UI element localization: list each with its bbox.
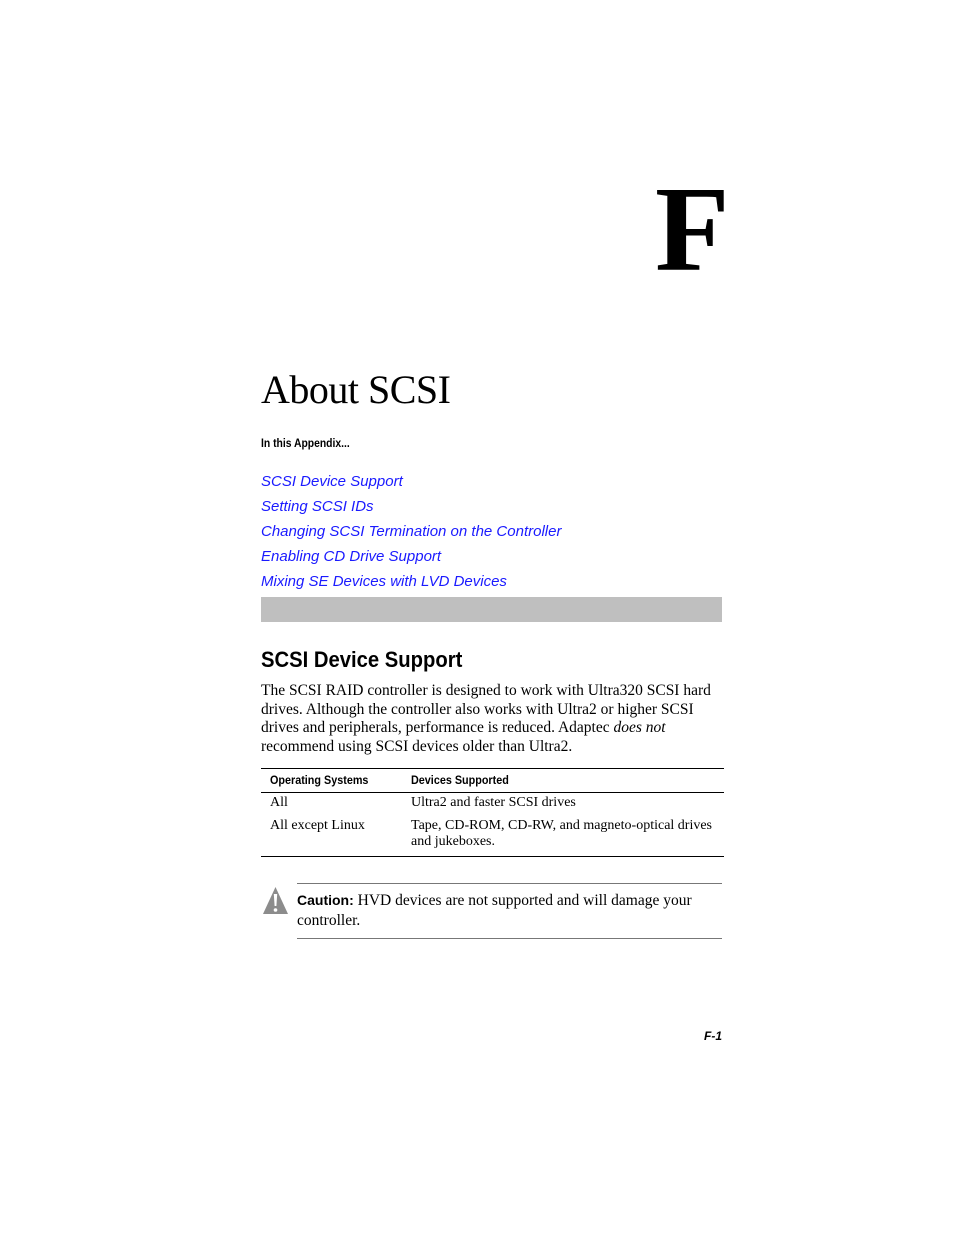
section-heading: SCSI Device Support xyxy=(261,647,463,672)
table-row xyxy=(261,816,724,857)
section-divider-band xyxy=(261,597,722,622)
section-paragraph xyxy=(261,682,726,756)
paragraph-text-end: recommend using SCSI devices older than Ultra2. xyxy=(261,737,573,755)
appendix-contents-label: In this Appendix... xyxy=(261,438,350,450)
toc-link-changing-scsi-termination[interactable]: Changing SCSI Termination on the Controller xyxy=(261,523,562,540)
table-cell-os: All xyxy=(270,795,288,810)
caution-message: HVD devices are not supported and will damage your controller. xyxy=(297,892,692,929)
paragraph-emphasis: does not xyxy=(613,719,666,737)
table-row xyxy=(261,793,724,817)
chapter-letter: F xyxy=(655,162,730,297)
caution-label: Caution: xyxy=(297,892,354,908)
table-header-row xyxy=(261,769,724,793)
table-cell-os: All except Linux xyxy=(270,818,365,833)
caution-rule-top xyxy=(297,883,722,884)
toc-link-mixing-se-lvd-devices[interactable]: Mixing SE Devices with LVD Devices xyxy=(261,573,507,590)
table-cell-devices: Tape, CD-ROM, CD-RW, and magneto-optical drives and jukeboxes. xyxy=(411,818,713,849)
caution-note xyxy=(297,891,725,930)
toc-link-setting-scsi-ids[interactable]: Setting SCSI IDs xyxy=(261,498,374,515)
devices-supported-table xyxy=(261,768,724,857)
table-cell-devices: Ultra2 and faster SCSI drives xyxy=(411,795,576,810)
column-header-operating-systems: Operating Systems xyxy=(261,769,402,793)
toc-link-scsi-device-support[interactable]: SCSI Device Support xyxy=(261,473,403,490)
toc-link-enabling-cd-drive-support[interactable]: Enabling CD Drive Support xyxy=(261,548,442,565)
page-title: About SCSI xyxy=(261,367,451,412)
paragraph-text-start: The SCSI RAID controller is designed to work with Ultra320 SCSI hard drives. Although the controller also works with Ultra2 or higher SCSI drives and peripherals, performance is reduced. Adaptec xyxy=(261,682,711,737)
warning-triangle-icon xyxy=(262,886,289,915)
page-number: F-1 xyxy=(704,1029,722,1043)
column-header-devices-supported: Devices Supported xyxy=(402,769,724,793)
appendix-contents-list xyxy=(261,472,561,597)
caution-rule-bottom xyxy=(297,938,722,939)
